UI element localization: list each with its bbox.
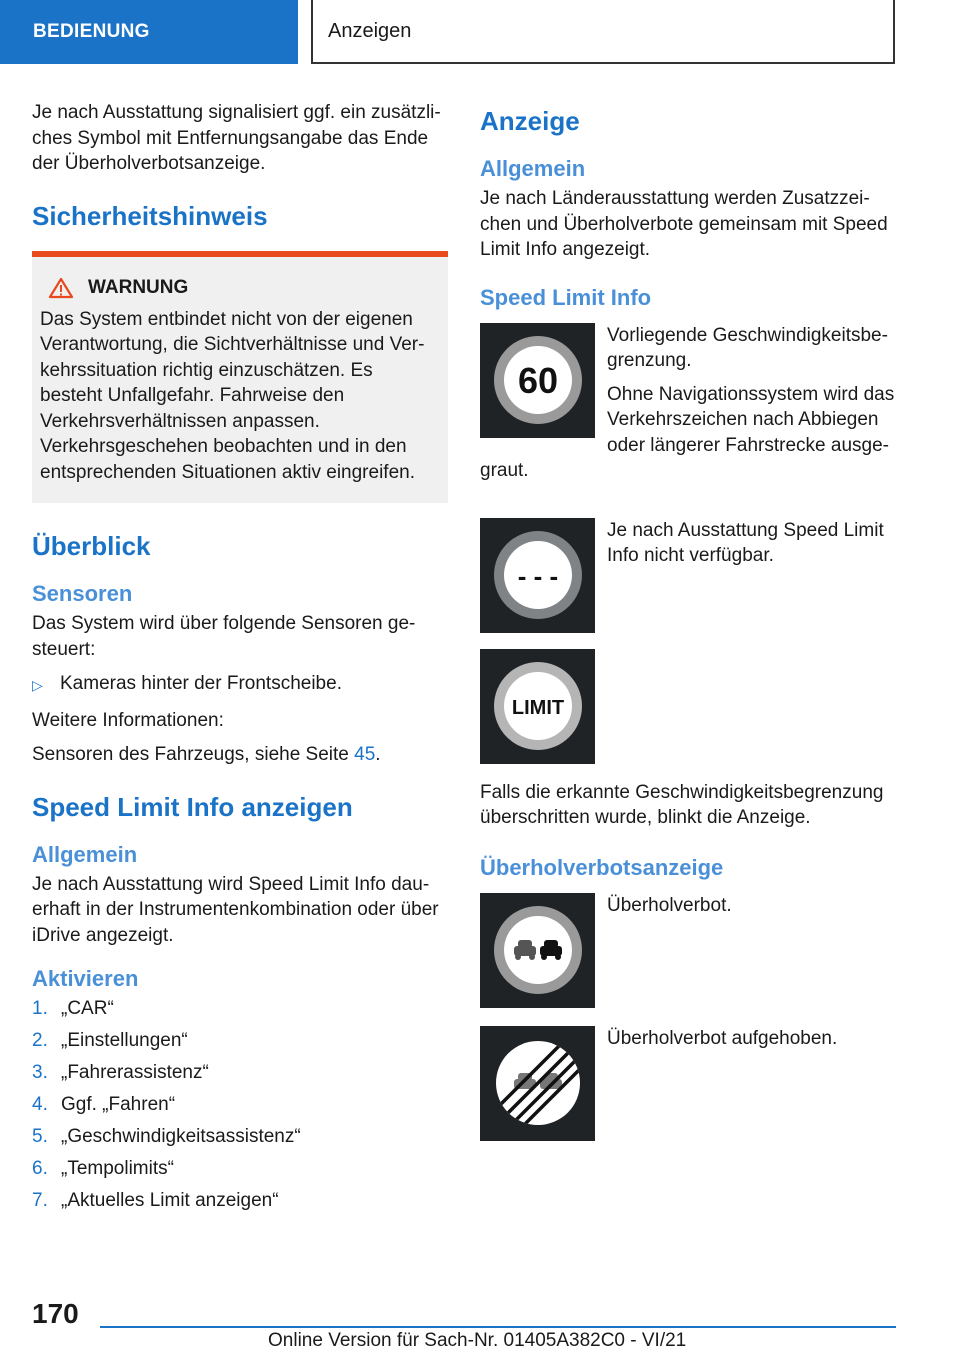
sign-dash-label: - - - xyxy=(517,561,558,591)
list-item xyxy=(32,1188,448,1213)
anzeige-heading: Anzeige xyxy=(480,106,580,136)
list-item xyxy=(32,1060,448,1085)
list-item xyxy=(32,1156,448,1181)
sensors-reference xyxy=(32,742,448,768)
general-heading: Allgemein xyxy=(480,156,586,181)
overtake-heading: Überholverbotsanzeige xyxy=(480,854,724,880)
step-number: 3. xyxy=(32,1062,48,1083)
display-heading: Speed Limit Info anzeigen xyxy=(32,791,353,822)
more-info-text: Weitere Informationen: xyxy=(32,709,224,731)
warning-label: WARNUNG xyxy=(88,276,189,298)
intro-text: Je nach Ausstattung signalisiert ggf. ein zusätzliches Symbol mit Entfernungsangabe das Ende der Überholverbotsanzeige. xyxy=(32,102,441,174)
warning-box xyxy=(32,251,448,504)
warning-text: Das System entbindet nicht von der eigenen Verantwortung, die Sichtverhältnisse und Verkehrssituation richtig einzuschätzen. Es besteht Unfallgefahr. Fahrweise den Verkehrsverhältnissen anpassen. Verkehrsgeschehen beobachten und in den entsprechenden Situationen aktiv eingreifen. xyxy=(40,308,425,483)
overtake-text-1: Überholverbot. xyxy=(607,894,732,916)
activate-heading: Aktivieren xyxy=(32,966,139,991)
step-text: „Geschwindigkeitsassistenz“ xyxy=(61,1126,301,1147)
overtake-text-2: Überholverbot aufgehoben. xyxy=(607,1027,838,1049)
steps-list xyxy=(32,996,448,1213)
step-number: 4. xyxy=(32,1094,48,1115)
step-text: „Fahrerassistenz“ xyxy=(61,1062,209,1083)
overview-heading: Überblick xyxy=(32,531,151,561)
step-number: 7. xyxy=(32,1190,48,1211)
speed-unavailable-sign-icon xyxy=(480,518,595,633)
step-number: 2. xyxy=(32,1030,48,1051)
general-text: Je nach Länderausstattung werden Zusatzzeichen und Überholverbote gemeinsam mit Speed Limit Info angezeigt. xyxy=(480,188,888,260)
sli-text-2: Ohne Navigationssystem wird das Verkehrszeichen nach Abbiegen oder längerer Fahrstrecke ausgegraut. xyxy=(480,383,895,481)
limit-sign-icon xyxy=(480,649,595,764)
step-number: 6. xyxy=(32,1158,48,1179)
sli-text-4: Falls die erkannte Geschwindigkeitsbegrenzung überschritten wurde, blinkt die Anzeige. xyxy=(480,781,884,828)
list-item xyxy=(32,1124,448,1149)
step-text: „Aktuelles Limit anzeigen“ xyxy=(61,1190,279,1211)
sli-heading: Speed Limit Info xyxy=(480,284,652,310)
sensors-text: Das System wird über folgende Sensoren gesteuert: xyxy=(32,613,416,660)
step-text: „Tempolimits“ xyxy=(61,1158,174,1179)
sensors-heading: Sensoren xyxy=(32,581,133,606)
step-number: 5. xyxy=(32,1126,48,1147)
warning-triangle-icon xyxy=(48,277,74,299)
sign-60-label: 60 xyxy=(517,360,558,401)
left-column xyxy=(32,100,448,1220)
sign-limit-label: LIMIT xyxy=(511,697,564,719)
reference-text: Sensoren des Fahrzeugs, siehe Seite xyxy=(32,744,355,765)
sign-limit-row xyxy=(480,649,896,770)
sign-dash-row xyxy=(480,518,896,639)
sli-text-1: Vorliegende Geschwindigkeitsbegrenzung. xyxy=(607,324,888,371)
footer-divider xyxy=(100,1326,896,1328)
step-text: „CAR“ xyxy=(61,998,114,1019)
safety-heading: Sicherheitshinweis xyxy=(32,200,268,231)
end-no-overtaking-sign-icon xyxy=(480,1026,595,1141)
footer-version: Online Version für Sach-Nr. 01405A382C0 - VI/21 xyxy=(268,1330,687,1351)
bullet-triangle-icon: ▷ xyxy=(32,677,43,693)
step-number: 1. xyxy=(32,998,48,1019)
right-column xyxy=(480,100,896,1157)
overtake-row xyxy=(480,893,896,1014)
general-text: Je nach Ausstattung wird Speed Limit Info dauerhaft in der Instrumentenkombination oder über iDrive angezeigt. xyxy=(32,873,439,946)
page-link[interactable]: 45 xyxy=(354,744,376,765)
overtake-end-row xyxy=(480,1026,896,1147)
list-item xyxy=(32,671,448,699)
bullet-text: Kameras hinter der Frontscheibe. xyxy=(60,673,342,694)
reference-end: . xyxy=(375,744,381,765)
general-heading: Allgemein xyxy=(32,841,138,867)
page-number: 170 xyxy=(32,1298,79,1329)
step-text: „Einstellungen“ xyxy=(61,1030,188,1051)
no-overtaking-sign-icon xyxy=(480,893,595,1008)
step-text: Ggf. „Fahren“ xyxy=(61,1094,176,1115)
speed-60-sign-icon xyxy=(480,323,595,438)
sign-60-row xyxy=(480,323,896,492)
list-item xyxy=(32,1092,448,1117)
chapter-tab: Anzeigen xyxy=(311,0,895,64)
section-tab: BEDIENUNG xyxy=(0,0,298,64)
list-item xyxy=(32,996,448,1021)
sli-text-3: Je nach Ausstattung Speed Limit Info nicht verfügbar. xyxy=(607,519,884,566)
list-item xyxy=(32,1028,448,1053)
